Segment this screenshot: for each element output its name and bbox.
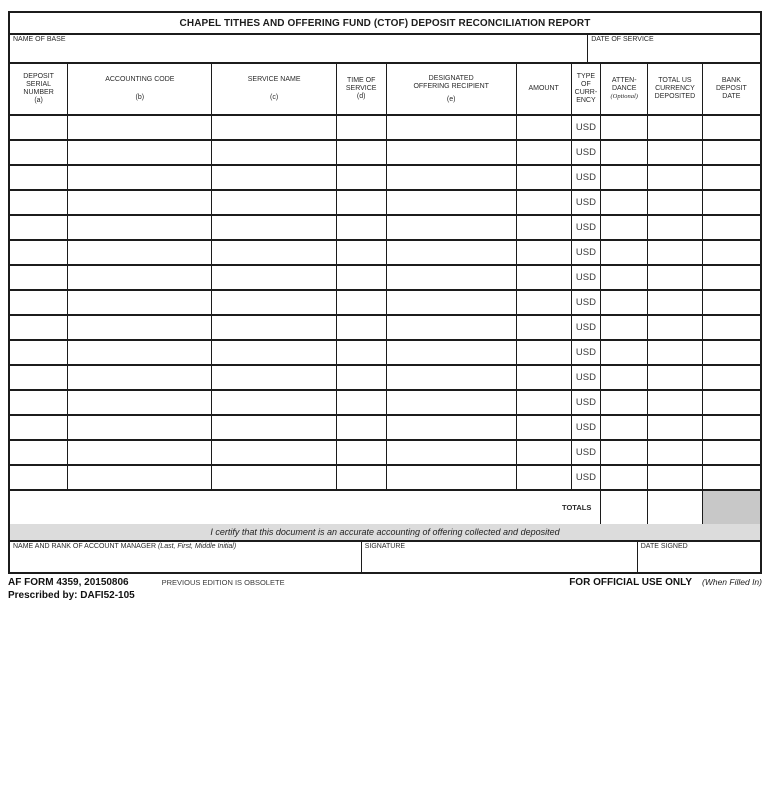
cell-total-us-currency[interactable] xyxy=(648,265,703,290)
cell-designated-offering-recipient[interactable] xyxy=(386,365,516,390)
cell-service-name[interactable] xyxy=(212,365,336,390)
cell-attendance[interactable] xyxy=(601,465,648,490)
col-header-bank-deposit-date: BANK DEPOSIT DATE xyxy=(702,64,760,115)
cell-deposit-serial-number[interactable] xyxy=(10,140,68,165)
prescribed-by: Prescribed by: DAFI52-105 xyxy=(8,590,135,601)
date-of-service-field[interactable] xyxy=(588,35,760,62)
cell-service-name[interactable] xyxy=(212,290,336,315)
cell-designated-offering-recipient[interactable] xyxy=(386,415,516,440)
cell-bank-deposit-date[interactable] xyxy=(702,365,760,390)
cell-amount[interactable] xyxy=(516,140,571,165)
cell-service-name[interactable] xyxy=(212,190,336,215)
cell-total-us-currency[interactable] xyxy=(648,415,703,440)
cell-accounting-code[interactable] xyxy=(68,415,212,440)
cell-deposit-serial-number[interactable] xyxy=(10,165,68,190)
cell-accounting-code[interactable] xyxy=(68,190,212,215)
cell-bank-deposit-date[interactable] xyxy=(702,190,760,215)
cell-amount[interactable] xyxy=(516,440,571,465)
cell-amount[interactable] xyxy=(516,365,571,390)
cell-total-us-currency[interactable] xyxy=(648,115,703,140)
totals-bank-deposit-shaded-cell xyxy=(702,490,760,524)
cell-attendance[interactable] xyxy=(601,290,648,315)
cell-time-of-service[interactable] xyxy=(336,140,386,165)
totals-row xyxy=(10,490,760,524)
form-number: AF FORM 4359, 20150806 xyxy=(8,577,129,588)
cell-accounting-code[interactable] xyxy=(68,340,212,365)
cell-type-of-currency: USD xyxy=(571,440,601,465)
table-row xyxy=(10,365,760,390)
cell-deposit-serial-number[interactable] xyxy=(10,215,68,240)
cell-accounting-code[interactable] xyxy=(68,390,212,415)
cell-designated-offering-recipient[interactable] xyxy=(386,315,516,340)
col-header-accounting-code: ACCOUNTING CODE (b) xyxy=(68,64,212,115)
table-row xyxy=(10,390,760,415)
cell-deposit-serial-number[interactable] xyxy=(10,415,68,440)
cell-bank-deposit-date[interactable] xyxy=(702,440,760,465)
cell-designated-offering-recipient[interactable] xyxy=(386,240,516,265)
cell-amount[interactable] xyxy=(516,165,571,190)
cell-accounting-code[interactable] xyxy=(68,265,212,290)
cell-deposit-serial-number[interactable] xyxy=(10,290,68,315)
cell-time-of-service[interactable] xyxy=(336,315,386,340)
col-header-time-of-service: TIME OF SERVICE (d) xyxy=(336,64,386,115)
cell-service-name[interactable] xyxy=(212,265,336,290)
table-row xyxy=(10,340,760,365)
cell-type-of-currency: USD xyxy=(571,390,601,415)
cell-type-of-currency: USD xyxy=(571,290,601,315)
form-page xyxy=(8,11,762,601)
cell-type-of-currency: USD xyxy=(571,340,601,365)
cell-deposit-serial-number[interactable] xyxy=(10,190,68,215)
cell-total-us-currency[interactable] xyxy=(648,290,703,315)
cell-total-us-currency[interactable] xyxy=(648,315,703,340)
cell-total-us-currency[interactable] xyxy=(648,390,703,415)
cell-designated-offering-recipient[interactable] xyxy=(386,390,516,415)
table-row xyxy=(10,215,760,240)
table-row xyxy=(10,440,760,465)
cell-accounting-code[interactable] xyxy=(68,140,212,165)
cell-total-us-currency[interactable] xyxy=(648,365,703,390)
cell-service-name[interactable] xyxy=(212,415,336,440)
cell-time-of-service[interactable] xyxy=(336,190,386,215)
cell-type-of-currency: USD xyxy=(571,365,601,390)
cell-amount[interactable] xyxy=(516,240,571,265)
account-manager-label: NAME AND RANK OF ACCOUNT MANAGER xyxy=(13,543,157,550)
cell-time-of-service[interactable] xyxy=(336,240,386,265)
certification-statement: I certify that this document is an accurate accounting of offering collected and deposited xyxy=(10,524,760,542)
cell-time-of-service[interactable] xyxy=(336,265,386,290)
cell-attendance[interactable] xyxy=(601,165,648,190)
header-row xyxy=(10,64,760,115)
cell-amount[interactable] xyxy=(516,215,571,240)
fouo-label: FOR OFFICIAL USE ONLY xyxy=(569,577,692,588)
signature-field[interactable] xyxy=(362,542,638,572)
cell-amount[interactable] xyxy=(516,265,571,290)
cell-amount[interactable] xyxy=(516,190,571,215)
cell-accounting-code[interactable] xyxy=(68,240,212,265)
cell-total-us-currency[interactable] xyxy=(648,190,703,215)
name-of-base-field[interactable] xyxy=(10,35,588,62)
cell-total-us-currency[interactable] xyxy=(648,340,703,365)
table-row xyxy=(10,265,760,290)
cell-time-of-service[interactable] xyxy=(336,440,386,465)
table-row xyxy=(10,115,760,140)
cell-time-of-service[interactable] xyxy=(336,165,386,190)
table-row xyxy=(10,140,760,165)
cell-type-of-currency: USD xyxy=(571,165,601,190)
cell-accounting-code[interactable] xyxy=(68,215,212,240)
cell-bank-deposit-date[interactable] xyxy=(702,265,760,290)
cell-total-us-currency[interactable] xyxy=(648,215,703,240)
deposit-table xyxy=(10,64,760,524)
cell-bank-deposit-date[interactable] xyxy=(702,465,760,490)
cell-accounting-code[interactable] xyxy=(68,115,212,140)
base-date-row xyxy=(10,35,760,64)
cell-attendance[interactable] xyxy=(601,415,648,440)
cell-designated-offering-recipient[interactable] xyxy=(386,465,516,490)
cell-service-name[interactable] xyxy=(212,340,336,365)
col-header-attendance: ATTEN- DANCE (Optional) xyxy=(601,64,648,115)
cell-designated-offering-recipient[interactable] xyxy=(386,115,516,140)
cell-service-name[interactable] xyxy=(212,440,336,465)
cell-service-name[interactable] xyxy=(212,465,336,490)
cell-attendance[interactable] xyxy=(601,265,648,290)
date-signed-label: DATE SIGNED xyxy=(640,543,688,550)
col-header-type-of-currency: TYPE OF CURR- ENCY xyxy=(571,64,601,115)
cell-attendance[interactable] xyxy=(601,140,648,165)
cell-designated-offering-recipient[interactable] xyxy=(386,440,516,465)
cell-total-us-currency[interactable] xyxy=(648,440,703,465)
cell-time-of-service[interactable] xyxy=(336,465,386,490)
cell-service-name[interactable] xyxy=(212,390,336,415)
cell-attendance[interactable] xyxy=(601,365,648,390)
form-outline xyxy=(8,11,762,574)
cell-deposit-serial-number[interactable] xyxy=(10,265,68,290)
cell-type-of-currency: USD xyxy=(571,315,601,340)
cell-amount[interactable] xyxy=(516,465,571,490)
cell-attendance[interactable] xyxy=(601,190,648,215)
cell-total-us-currency[interactable] xyxy=(648,140,703,165)
totals-us-currency-cell[interactable] xyxy=(648,490,703,524)
when-filled-in-note: (When Filled In) xyxy=(702,577,762,587)
cell-bank-deposit-date[interactable] xyxy=(702,215,760,240)
cell-attendance[interactable] xyxy=(601,115,648,140)
cell-attendance[interactable] xyxy=(601,390,648,415)
cell-deposit-serial-number[interactable] xyxy=(10,340,68,365)
cell-total-us-currency[interactable] xyxy=(648,240,703,265)
cell-accounting-code[interactable] xyxy=(68,290,212,315)
cell-deposit-serial-number[interactable] xyxy=(10,115,68,140)
cell-service-name[interactable] xyxy=(212,165,336,190)
cell-total-us-currency[interactable] xyxy=(648,165,703,190)
cell-service-name[interactable] xyxy=(212,115,336,140)
cell-designated-offering-recipient[interactable] xyxy=(386,190,516,215)
cell-type-of-currency: USD xyxy=(571,190,601,215)
col-header-amount: AMOUNT xyxy=(516,64,571,115)
cell-accounting-code[interactable] xyxy=(68,365,212,390)
cell-bank-deposit-date[interactable] xyxy=(702,390,760,415)
cell-designated-offering-recipient[interactable] xyxy=(386,340,516,365)
account-manager-format-note: (Last, First, Middle Initial) xyxy=(157,543,237,550)
cell-amount[interactable] xyxy=(516,115,571,140)
cell-amount[interactable] xyxy=(516,315,571,340)
cell-type-of-currency: USD xyxy=(571,265,601,290)
cell-bank-deposit-date[interactable] xyxy=(702,240,760,265)
date-signed-field[interactable] xyxy=(638,542,760,572)
cell-deposit-serial-number[interactable] xyxy=(10,365,68,390)
cell-designated-offering-recipient[interactable] xyxy=(386,140,516,165)
totals-label: TOTALS xyxy=(10,490,601,524)
cell-attendance[interactable] xyxy=(601,315,648,340)
cell-bank-deposit-date[interactable] xyxy=(702,115,760,140)
col-header-deposit-serial-number: DEPOSIT SERIAL NUMBER (a) xyxy=(10,64,68,115)
cell-type-of-currency: USD xyxy=(571,215,601,240)
col-header-total-us-currency-deposited: TOTAL US CURRENCY DEPOSITED xyxy=(648,64,703,115)
cell-bank-deposit-date[interactable] xyxy=(702,165,760,190)
cell-attendance[interactable] xyxy=(601,440,648,465)
cell-amount[interactable] xyxy=(516,340,571,365)
cell-attendance[interactable] xyxy=(601,215,648,240)
table-row xyxy=(10,465,760,490)
cell-type-of-currency: USD xyxy=(571,240,601,265)
cell-service-name[interactable] xyxy=(212,240,336,265)
cell-time-of-service[interactable] xyxy=(336,290,386,315)
table-row xyxy=(10,315,760,340)
name-of-base-label: NAME OF BASE xyxy=(13,36,66,43)
cell-time-of-service[interactable] xyxy=(336,415,386,440)
cell-time-of-service[interactable] xyxy=(336,365,386,390)
cell-time-of-service[interactable] xyxy=(336,215,386,240)
table-row xyxy=(10,190,760,215)
cell-deposit-serial-number[interactable] xyxy=(10,240,68,265)
cell-designated-offering-recipient[interactable] xyxy=(386,265,516,290)
account-manager-field[interactable] xyxy=(10,542,362,572)
cell-deposit-serial-number[interactable] xyxy=(10,465,68,490)
cell-service-name[interactable] xyxy=(212,315,336,340)
col-header-service-name: SERVICE NAME (c) xyxy=(212,64,336,115)
col-header-designated-offering-recipient: DESIGNATED OFFERING RECIPIENT (e) xyxy=(386,64,516,115)
table-row xyxy=(10,240,760,265)
table-row xyxy=(10,165,760,190)
date-of-service-label: DATE OF SERVICE xyxy=(591,36,654,43)
cell-service-name[interactable] xyxy=(212,215,336,240)
cell-accounting-code[interactable] xyxy=(68,440,212,465)
cell-designated-offering-recipient[interactable] xyxy=(386,165,516,190)
cell-type-of-currency: USD xyxy=(571,115,601,140)
cell-time-of-service[interactable] xyxy=(336,115,386,140)
cell-bank-deposit-date[interactable] xyxy=(702,290,760,315)
cell-accounting-code[interactable] xyxy=(68,465,212,490)
cell-bank-deposit-date[interactable] xyxy=(702,340,760,365)
table-row xyxy=(10,415,760,440)
cell-accounting-code[interactable] xyxy=(68,315,212,340)
previous-edition-note: PREVIOUS EDITION IS OBSOLETE xyxy=(161,578,285,587)
signature-label: SIGNATURE xyxy=(364,543,406,550)
cell-bank-deposit-date[interactable] xyxy=(702,315,760,340)
cell-bank-deposit-date[interactable] xyxy=(702,140,760,165)
form-title: CHAPEL TITHES AND OFFERING FUND (CTOF) DEPOSIT RECONCILIATION REPORT xyxy=(10,13,760,35)
cell-amount[interactable] xyxy=(516,290,571,315)
cell-type-of-currency: USD xyxy=(571,415,601,440)
form-footer xyxy=(8,577,762,601)
cell-deposit-serial-number[interactable] xyxy=(10,315,68,340)
cell-attendance[interactable] xyxy=(601,340,648,365)
signature-row xyxy=(10,542,760,572)
cell-accounting-code[interactable] xyxy=(68,165,212,190)
cell-type-of-currency: USD xyxy=(571,140,601,165)
cell-deposit-serial-number[interactable] xyxy=(10,440,68,465)
cell-attendance[interactable] xyxy=(601,240,648,265)
cell-time-of-service[interactable] xyxy=(336,390,386,415)
table-row xyxy=(10,290,760,315)
cell-amount[interactable] xyxy=(516,415,571,440)
cell-amount[interactable] xyxy=(516,390,571,415)
totals-attendance-cell[interactable] xyxy=(601,490,648,524)
cell-time-of-service[interactable] xyxy=(336,340,386,365)
cell-total-us-currency[interactable] xyxy=(648,465,703,490)
cell-designated-offering-recipient[interactable] xyxy=(386,215,516,240)
cell-bank-deposit-date[interactable] xyxy=(702,415,760,440)
cell-deposit-serial-number[interactable] xyxy=(10,390,68,415)
attendance-optional-note: (Optional) xyxy=(610,93,638,100)
cell-type-of-currency: USD xyxy=(571,465,601,490)
cell-service-name[interactable] xyxy=(212,140,336,165)
cell-designated-offering-recipient[interactable] xyxy=(386,290,516,315)
